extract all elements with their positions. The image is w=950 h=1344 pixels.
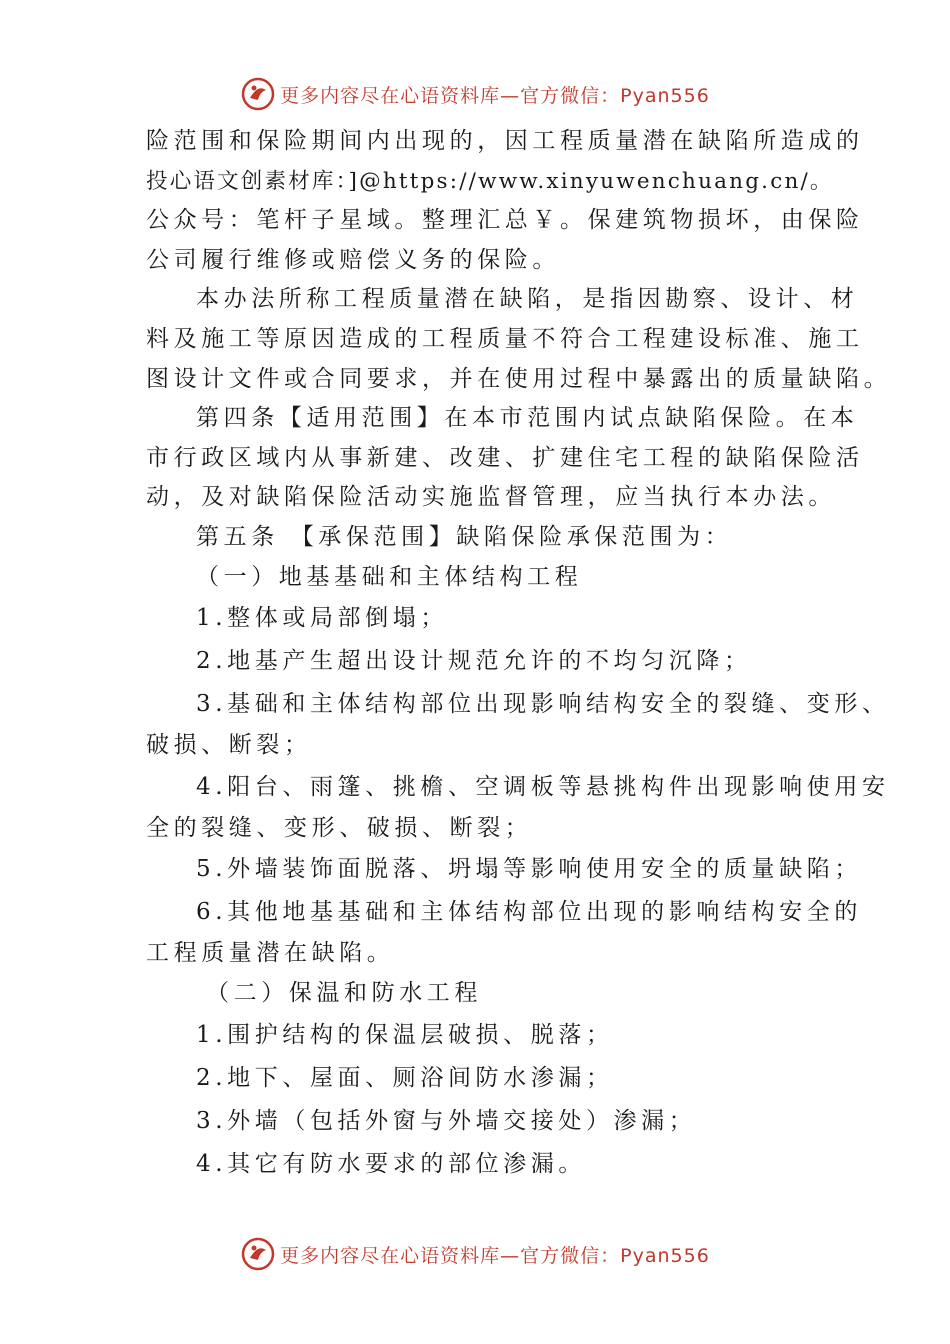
list-item: 3.基础和主体结构部位出现影响结构安全的裂缝、变形、 xyxy=(196,691,890,718)
list-item-continuation: 破损、断裂； xyxy=(146,732,312,759)
list-item: 3.外墙（包括外窗与外墙交接处）渗漏； xyxy=(196,1107,697,1134)
brand-logo-icon xyxy=(240,1236,276,1272)
paragraph-line: 投心语文创素材库：]@https://www.xinyuwenchuang.cn/。 xyxy=(146,168,834,194)
paragraph-line: 公司履行维修或赔偿义务的保险。 xyxy=(146,246,560,273)
list-item-continuation: 全的裂缝、变形、破损、断裂； xyxy=(146,814,533,841)
list-item: 4.其它有防水要求的部位渗漏。 xyxy=(196,1150,586,1177)
list-item: 1.围护结构的保温层破损、脱落； xyxy=(196,1021,614,1048)
banner-text: 更多内容尽在心语资料库—官方微信：Pyan556 xyxy=(280,84,710,107)
list-item: 6.其他地基基础和主体结构部位出现的影响结构安全的 xyxy=(196,899,862,926)
article-four-line: 第四条【适用范围】在本市范围内试点缺陷保险。在本 xyxy=(196,405,859,432)
paragraph-line: 动，及对缺陷保险活动实施监督管理，应当执行本办法。 xyxy=(146,484,836,511)
list-item: 2.地下、屋面、厕浴间防水渗漏； xyxy=(196,1064,614,1091)
paragraph-line: 料及施工等原因造成的工程质量不符合工程建设标准、施工 xyxy=(146,325,864,352)
list-item: 4.阳台、雨篷、挑檐、空调板等悬挑构件出现影响使用安 xyxy=(196,773,890,800)
paragraph-line: 图设计文件或合同要求，并在使用过程中暴露出的质量缺陷。 xyxy=(146,365,892,392)
list-item: 1.整体或局部倒塌； xyxy=(196,605,448,632)
section-heading-two: （二）保温和防水工程 xyxy=(206,979,482,1006)
article-five-line: 第五条 【承保范围】缺陷保险承保范围为： xyxy=(196,523,733,550)
list-item-continuation: 工程质量潜在缺陷。 xyxy=(146,940,395,967)
paragraph-line: 本办法所称工程质量潜在缺陷，是指因勘察、设计、材 xyxy=(196,286,859,313)
list-item: 5.外墙装饰面脱落、坍塌等影响使用安全的质量缺陷； xyxy=(196,856,862,883)
list-item: 2.地基产生超出设计规范允许的不均匀沉降； xyxy=(196,648,752,675)
brand-logo-icon xyxy=(240,76,276,112)
paragraph-line: 险范围和保险期间内出现的，因工程质量潜在缺陷所造成的 xyxy=(146,128,864,154)
banner-text: 更多内容尽在心语资料库—官方微信：Pyan556 xyxy=(280,1244,710,1267)
document-body xyxy=(146,122,892,1186)
section-heading-one: （一）地基基础和主体结构工程 xyxy=(196,563,583,590)
header-watermark-banner xyxy=(0,74,950,114)
footer-watermark-banner xyxy=(0,1234,950,1274)
paragraph-line: 公众号：笔杆子星域。整理汇总￥。保建筑物损坏，由保险 xyxy=(146,207,864,234)
paragraph-line: 市行政区域内从事新建、改建、扩建住宅工程的缺陷保险活 xyxy=(146,444,864,471)
